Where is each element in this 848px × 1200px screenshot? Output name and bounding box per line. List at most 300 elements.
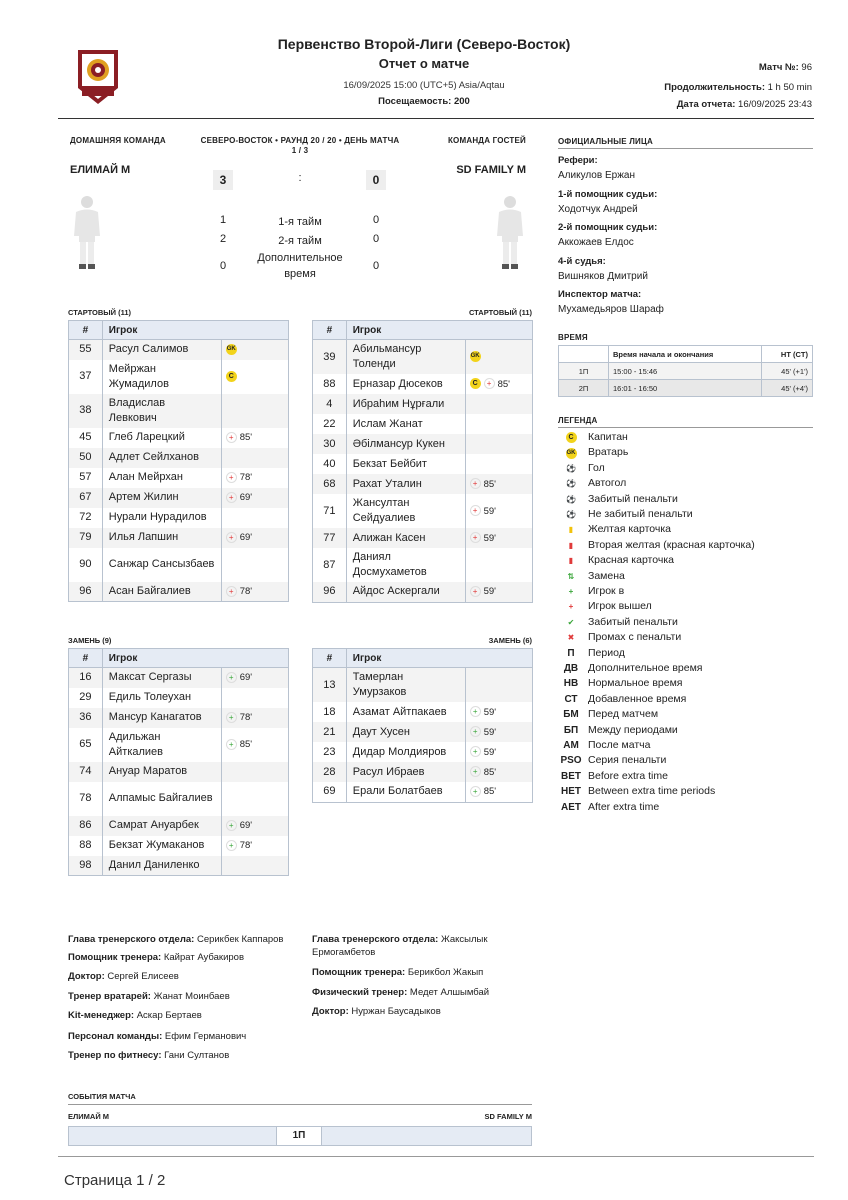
goalkeeper-icon: GK [470,351,481,362]
time-ht: 45' (+4') [762,380,813,397]
legend-label: Замена [588,569,625,582]
sub-in-minute: 85' [239,739,253,750]
sub-in-minute: 78' [239,712,253,723]
player-row [69,448,289,468]
player-number: 88 [69,836,103,856]
player-name: Санжар Сансызбаев [102,548,221,582]
staff-role: Kit-менеджер: [68,1010,135,1021]
staff-name: Берикбол Жакып [407,967,484,978]
away-kit-icon [493,192,527,272]
col-player: Игрок [102,649,288,668]
legend-label: Красная карточка [588,554,674,567]
legend-icon [560,476,582,491]
player-events [465,454,532,474]
player-name: Рахат Уталин [346,474,465,494]
player-number: 77 [313,528,347,548]
player-name: Асан Байгалиев [102,582,221,602]
legend-icon [560,661,582,676]
player-events [465,528,532,548]
sub-out-minute: 59' [483,532,496,544]
staff-item [68,933,308,946]
match-number [759,62,812,73]
page-number: Страница 1 / 2 [64,1172,166,1189]
attendance-label: Посещаемость: [378,96,452,107]
player-number: 36 [69,708,103,728]
player-out-icon: + [226,492,237,503]
staff-role: Доктор: [68,971,105,982]
player-name: Мансур Канагатов [102,708,221,728]
period-away-score: 0 [372,214,380,226]
period-home-score: 0 [219,260,227,272]
match-number-value: 96 [801,62,812,73]
player-events [221,582,288,602]
legend-icon [560,784,582,799]
legend-label: Игрок вышел [588,600,652,613]
legend-label: Дополнительное время [588,662,703,674]
legend-item [560,492,678,507]
player-number: 16 [69,668,103,688]
player-name: Алижан Касен [346,528,465,548]
legend-item [560,584,624,599]
player-in-icon: + [470,746,481,757]
legend-caption: ЛЕГЕНДА [558,416,598,425]
player-row [313,374,533,394]
time-col-period [559,346,609,363]
time-range: 15:00 - 15:46 [609,363,762,380]
player-events [465,394,532,414]
player-number: 29 [69,688,103,708]
staff-name: Аскар Бертаев [136,1010,202,1021]
player-name: Самрат Ануарбек [102,816,221,836]
col-number: # [69,649,103,668]
goalkeeper-icon: GK [226,344,237,355]
player-out-icon: + [470,505,481,516]
staff-name: Серикбек Каппаров [196,934,284,945]
legend-item [560,538,755,553]
player-events [465,494,532,528]
staff-name: Сергей Елисеев [107,971,179,982]
legend-icon [560,522,582,537]
player-name: Мейржан Жумадилов [102,360,221,394]
player-name: Әбілмансур Кукен [346,434,465,454]
time-ht: 45' (+1') [762,363,813,380]
player-row [69,688,289,708]
player-row [313,668,533,703]
events-home-team: ЕЛИМАЙ М [68,1112,110,1121]
staff-role: Глава тренерского отдела: [312,934,439,945]
player-name: Ислам Жанат [346,414,465,434]
official-name: Аликулов Ержан [558,170,635,181]
player-name: Едиль Толеухан [102,688,221,708]
player-number: 57 [69,468,103,488]
col-number: # [313,321,347,340]
player-row [69,582,289,602]
legend-label: Гол [588,461,605,474]
player-number: 71 [313,494,347,528]
staff-item [68,1049,308,1062]
legend-label: Перед матчем [588,708,659,721]
player-events [465,668,532,703]
player-number: 4 [313,394,347,414]
legend-item [560,599,652,614]
legend-label: Не забитый пенальти [588,508,693,520]
player-events [465,722,532,742]
score-separator: : [298,172,302,184]
player-name: Ерали Болатбаев [346,782,465,802]
sub-out-minute: 78' [239,472,253,483]
legend-item [560,430,628,445]
time-row [559,380,813,397]
player-events [465,742,532,762]
legend-glyph-icon: ▮ [568,525,574,535]
legend-item [560,692,686,707]
staff-item [68,951,308,964]
legend-item [560,723,678,738]
player-number: 13 [313,668,347,703]
legend-glyph-icon: ⚽ [566,510,576,519]
player-events [221,394,288,428]
table-header-row [313,321,533,340]
player-row [313,340,533,375]
legend-glyph-icon: БМ [563,709,579,721]
legend-icon [560,445,582,460]
legend-icon [560,676,582,691]
period-home-score: 1 [219,214,227,226]
staff-name: Жаксылык Ермогамбетов [312,934,488,958]
staff-name: Жанат Моинбаев [153,991,230,1002]
legend-glyph-icon: BET [561,770,581,782]
time-range: 16:01 - 16:50 [609,380,762,397]
time-period: 1П [559,363,609,380]
legend-item [560,507,693,522]
player-out-icon: + [226,432,237,443]
events-away-team: SD FAMILY M [484,1112,532,1121]
legend-divider [558,427,813,428]
staff-item [68,1030,308,1043]
table-header-row [69,321,289,340]
legend-icon [560,753,582,768]
player-row [69,816,289,836]
player-events [221,708,288,728]
player-name: Артем Жилин [102,488,221,508]
legend-glyph-icon: HET [561,786,581,798]
player-name: Расул Ибраев [346,762,465,782]
player-out-icon: + [470,532,481,543]
away-team-name: SD FAMILY M [456,164,526,176]
player-name: Айдос Аскергали [346,582,465,602]
legend-item [560,630,681,645]
player-number: 30 [313,434,347,454]
staff-item [312,933,512,959]
player-row [69,394,289,428]
player-name: Алпамыс Байгалиев [102,782,221,816]
player-row [313,454,533,474]
player-events [221,836,288,856]
legend-label: Серия пенальти [588,754,667,767]
legend-glyph-icon: ДВ [563,663,579,674]
legend-item [560,676,682,691]
col-player: Игрок [346,649,532,668]
player-row [313,474,533,494]
home-starting-table [68,320,289,602]
sub-in-minute: 59' [483,746,497,758]
official-name: Аккожаев Елдос [558,237,634,248]
player-name: Дидар Молдияров [346,742,465,762]
period-away-score: 0 [372,233,380,245]
player-in-icon: + [226,672,237,683]
legend-icon [560,692,582,707]
legend-label: Before extra time [588,769,668,782]
footer-divider [58,1156,814,1157]
player-in-icon: + [470,786,481,797]
player-events [221,856,288,876]
player-events [221,762,288,782]
player-events [465,434,532,454]
col-number: # [69,321,103,340]
sub-out-minute: 59' [483,505,496,517]
legend-label: Нормальное время [588,677,683,690]
player-events [465,582,532,602]
player-in-icon: + [226,712,237,723]
match-number-label: Матч №: [758,62,799,73]
time-col-ht: HT (CT) [762,346,813,363]
legend-icon [560,538,582,553]
time-table [558,345,813,397]
player-events [221,668,288,688]
legend-glyph-icon: + [568,587,574,596]
player-row [313,582,533,602]
player-events [221,528,288,548]
officials-caption: ОФИЦИАЛЬНЫЕ ЛИЦА [558,137,653,146]
player-name: Нурали Нурадилов [102,508,221,528]
player-in-icon: + [226,820,237,831]
player-events [465,474,532,494]
player-number: 50 [69,448,103,468]
header-divider [58,118,814,119]
player-name: Максат Сергазы [102,668,221,688]
player-in-icon: + [226,840,237,851]
official-name: Вишняков Дмитрий [558,271,648,282]
player-name: Даут Хусен [346,722,465,742]
staff-item [312,986,512,999]
player-out-icon: + [470,478,481,489]
legend-icon [560,492,582,507]
player-number: 78 [69,782,103,816]
staff-role: Физический тренер: [312,987,408,998]
player-name: Адильжан Айткалиев [102,728,221,762]
player-events [465,782,532,802]
legend-glyph-icon: + [568,602,574,612]
legend-item [560,707,658,722]
player-row [313,414,533,434]
period-home-score: 2 [219,233,227,245]
legend-label: Добавленное время [588,692,687,705]
legend-label: После матча [588,739,651,751]
player-out-icon: + [226,472,237,483]
col-player: Игрок [102,321,288,340]
legend-label: Промах с пенальти [588,631,682,644]
sub-in-minute: 59' [483,726,497,738]
match-duration [664,82,812,93]
legend-icon [560,769,582,784]
report-date-value: 16/09/2025 23:43 [738,99,812,110]
legend-glyph-icon: PSO [560,755,582,767]
staff-role: Доктор: [312,1006,349,1017]
sub-in-minute: 69' [239,820,253,831]
period-label: 1-я тайм [278,216,322,228]
legend-badge-icon: GK [566,448,577,459]
player-row [313,742,533,762]
legend-icon [560,599,582,614]
sub-in-minute: 85' [483,786,497,798]
player-number: 96 [313,582,347,602]
away-score: 0 [366,170,386,190]
duration-label: Продолжительность: [664,82,765,93]
legend-icon [560,584,582,599]
sub-out-minute: 85' [239,432,253,443]
staff-name: Гани Султанов [164,1050,230,1061]
player-name: Глеб Ларецкий [102,428,221,448]
away-subs-caption: ЗАМЕНЬ (6) [488,636,532,645]
home-score: 3 [213,170,233,190]
player-out-icon: + [226,586,237,597]
legend-glyph-icon: ⚽ [566,494,576,504]
report-date-label: Дата отчета: [676,99,736,110]
sub-in-minute: 78' [239,840,253,851]
legend-item [560,769,668,784]
time-period: 2П [559,380,609,397]
player-name: Ибраһим Нұрғали [346,394,465,414]
player-row [313,434,533,454]
player-row [69,428,289,448]
sub-out-minute: 85' [483,478,496,490]
legend-glyph-icon: ⇅ [567,571,575,581]
legend-glyph-icon: ▮ [568,540,574,550]
player-out-icon: + [470,586,481,597]
staff-item [68,990,308,1003]
legend-badge-icon: C [566,432,577,443]
staff-item [68,1009,308,1022]
player-row [69,468,289,488]
legend-icon [560,430,582,445]
legend-item [560,615,678,630]
sub-in-minute: 85' [483,766,497,778]
sub-in-minute: 59' [483,706,497,718]
legend-item [560,738,650,753]
player-events [465,414,532,434]
player-row [313,494,533,528]
staff-role: Помощник тренера: [312,967,406,978]
legend-item [560,661,703,676]
player-number: 39 [313,340,347,375]
time-caption: ВРЕМЯ [558,333,588,342]
home-team-name: ЕЛИМАЙ М [70,164,131,176]
col-player: Игрок [346,321,532,340]
events-caption: СОБЫТИЯ МАТЧА [68,1092,136,1101]
player-events [221,816,288,836]
player-events [221,728,288,762]
player-events [221,508,288,528]
staff-item [312,1005,512,1018]
period-away-score: 0 [372,260,380,272]
player-row [313,394,533,414]
report-date [677,99,812,110]
player-name: Ерназар Дюсеков [346,374,465,394]
player-number: 90 [69,548,103,582]
player-name: Расул Салимов [102,340,221,360]
player-row [313,762,533,782]
staff-name: Медет Алшымбай [409,987,490,998]
legend-icon [560,461,582,476]
player-row [69,782,289,816]
official-role: 4-й судья: [558,256,606,267]
staff-item [68,970,308,983]
legend-icon [560,507,582,522]
player-events [221,782,288,816]
legend-glyph-icon: НВ [563,678,579,690]
player-row [69,836,289,856]
legend-label: Желтая карточка [588,523,672,536]
page-subtitle: Отчет о матче [378,56,470,71]
legend-icon [560,738,582,753]
player-name: Азамат Айтпакаев [346,702,465,722]
player-row [69,856,289,876]
player-row [313,548,533,582]
player-name: Илья Лапшин [102,528,221,548]
player-in-icon: + [470,726,481,737]
player-row [69,762,289,782]
player-events [221,468,288,488]
player-number: 87 [313,548,347,582]
legend-label: Вторая желтая (красная карточка) [588,538,755,551]
player-events [465,702,532,722]
duration-value: 1 h 50 min [767,82,812,93]
player-number: 22 [313,414,347,434]
player-number: 55 [69,340,103,360]
player-number: 45 [69,428,103,448]
player-number: 86 [69,816,103,836]
legend-icon [560,707,582,722]
player-events [221,428,288,448]
period-label: 2-я тайм [278,235,322,247]
legend-glyph-icon: СТ [564,693,578,705]
legend-glyph-icon: ✔ [567,617,575,627]
legend-item [560,569,625,584]
time-row [559,363,813,380]
player-name: Владислав Левкович [102,394,221,428]
captain-icon: C [470,378,481,389]
player-number: 96 [69,582,103,602]
attendance-value: 200 [453,96,470,107]
player-number: 69 [313,782,347,802]
official-role: 2-й помощник судьи: [558,222,658,233]
player-row [69,728,289,762]
player-name: Бекзат Бейбит [346,454,465,474]
officials-divider [558,148,813,149]
player-row [69,488,289,508]
away-subs-table [312,648,533,803]
player-row [313,782,533,802]
player-events [221,340,288,360]
player-events [221,448,288,468]
captain-icon: C [226,371,237,382]
player-number: 74 [69,762,103,782]
period-label: Дополнительное время [257,252,343,280]
player-out-icon: + [484,378,495,389]
legend-item [560,753,666,768]
player-name: Ануар Маратов [102,762,221,782]
legend-label: Between extra time periods [588,785,716,798]
